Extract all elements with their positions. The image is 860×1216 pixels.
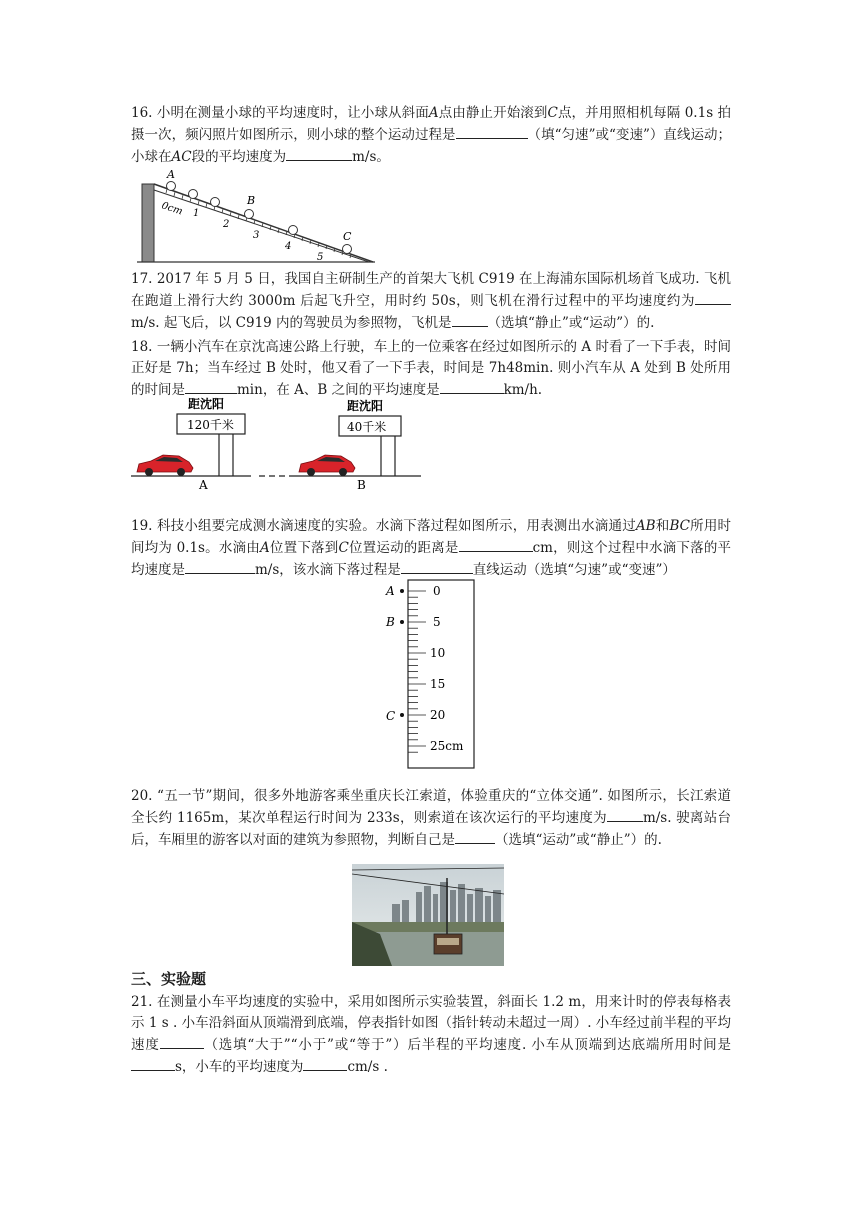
q20-text-3: （选填“运动”或“静止”）的. <box>495 832 662 848</box>
q17-text-1: 17. 2017 年 5 月 5 日，我国自主研制生产的首架大飞机 C919 在上海浦东国际机场首飞成功. 飞机在跑道上滑行大约 3000m 后起飞升空，用时约 50s，则飞机在滑行过程中的平均速度约为 <box>131 271 731 309</box>
incline-tick-4: 4 <box>285 241 292 252</box>
incline-label-a: A <box>167 170 175 181</box>
section-title: 三、实验题 <box>131 970 207 988</box>
incline-figure <box>137 170 377 265</box>
ruler-label-15: 15 <box>430 677 446 691</box>
ruler-label-5: 5 <box>433 615 441 629</box>
drop-label-b: B <box>386 615 395 629</box>
incline-scale-edge <box>154 190 369 262</box>
ball-4 <box>245 210 254 219</box>
q16-text-4: （填“匀速”或“变速”）直线运动；小球在 <box>131 127 732 165</box>
q20-blank-1[interactable] <box>607 807 643 822</box>
q21-blank-3[interactable] <box>303 1056 347 1071</box>
q16-text-5: 段的平均速度为 <box>191 149 287 165</box>
drop-a <box>400 589 404 593</box>
incline-tick-5: 5 <box>317 252 324 263</box>
ruler-label-25: 25cm <box>430 739 464 753</box>
q19-text-5: 位置运动的距离是 <box>348 540 459 556</box>
q16-point-c: C <box>547 105 558 121</box>
incline-slope <box>154 184 373 262</box>
q19-segment-ab: AB <box>635 518 656 534</box>
drop-label-c: C <box>386 709 396 723</box>
q21-text-3: s，小车的平均速度为 <box>175 1059 304 1075</box>
ball-3 <box>211 198 220 207</box>
ball-5 <box>289 226 298 235</box>
q16-blank-2[interactable] <box>286 146 352 161</box>
q16-text-2: 点由静止开始滚到 <box>438 105 548 121</box>
ruler-label-20: 20 <box>430 708 446 722</box>
q19-text-3: 所用时间均为 0.1s。水滴由 <box>131 518 732 556</box>
q17-blank-2[interactable] <box>452 312 488 327</box>
drop-label-a: A <box>386 584 395 598</box>
incline-tick-2: 2 <box>223 219 230 230</box>
q16-segment-ac: AC <box>171 149 192 165</box>
car-b <box>299 455 355 476</box>
point-b-label: B <box>357 478 366 490</box>
question-16 <box>131 103 731 168</box>
q16-text-3: 点，并用照相机每隔 0.1s 拍摄一次，频闪照片如图所示，则小球的整个运动过程是 <box>131 105 732 143</box>
q17-text-3: （选填“静止”或“运动”）的. <box>487 315 655 331</box>
ball-1 <box>167 182 176 191</box>
q21-text-1: 21. 在测量小车平均速度的实验中，采用如图所示实验装置，斜面长 1.2 m，用来计时的停表每格表示 1 s . 小车沿斜面从顶端滑到底端，停表指针如图（指针转动未超过一周）. 小车经过前半程的平均速度 <box>131 994 731 1053</box>
incline-label-b: B <box>247 194 256 207</box>
question-19 <box>131 516 731 581</box>
q19-point-c: C <box>338 540 349 556</box>
q19-blank-3[interactable] <box>401 559 473 574</box>
q19-blank-2[interactable] <box>185 559 255 574</box>
sign-b-title: 距沈阳 <box>347 399 384 413</box>
q19-blank-1[interactable] <box>459 537 533 552</box>
point-a-label: A <box>199 478 208 490</box>
ruler-figure <box>380 578 480 772</box>
q16-text-1: 小明在测量小球的平均速度时，让小球从斜面 <box>156 105 429 121</box>
incline-tick-0: 0cm <box>160 200 184 218</box>
q19-text-1: 19. 科技小组要完成测水滴速度的实验。水滴下落过程如图所示，用表测出水滴通过 <box>131 518 636 534</box>
q18-text-2: min，在 A、B 之间的平均速度是 <box>237 382 440 398</box>
cable-car-cabin <box>434 934 462 954</box>
q19-text-7: m/s，该水滴下落过程是 <box>255 562 401 578</box>
sign-a-distance: 120千米 <box>187 418 234 432</box>
q21-blank-2[interactable] <box>131 1056 175 1071</box>
question-18 <box>131 337 731 401</box>
q17-text-2: m/s. 起飞后，以 C919 内的驾驶员为参照物，飞机是 <box>131 315 452 331</box>
ball-2 <box>189 190 198 199</box>
q16-point-a: A <box>428 105 439 121</box>
q19-text-4: 位置下落到 <box>269 540 339 556</box>
q21-text-2: （选填“大于”“小于”或“等于”）后半程的平均速度. 小车从顶端到达底端所用时间是 <box>203 1037 731 1053</box>
highway-figure <box>131 394 421 490</box>
q19-point-a: A <box>259 540 270 556</box>
q20-blank-2[interactable] <box>455 829 495 844</box>
q21-text-4: cm/s . <box>347 1059 388 1075</box>
ruler-label-10: 10 <box>430 646 446 660</box>
q19-segment-bc: BC <box>669 518 690 534</box>
q19-text-6: cm，则这个过程中水滴下落的平均速度是 <box>131 540 732 578</box>
drop-c <box>400 713 404 717</box>
q16-blank-1[interactable] <box>456 124 528 139</box>
incline-tick-1: 1 <box>193 208 200 219</box>
q17-blank-1[interactable] <box>695 290 731 305</box>
q18-blank-1[interactable] <box>185 379 237 394</box>
q16-number: 16. <box>131 105 153 121</box>
q18-blank-2[interactable] <box>440 379 504 394</box>
incline-wall <box>142 184 154 262</box>
q21-blank-1[interactable] <box>160 1034 204 1049</box>
incline-tick-3: 3 <box>253 230 260 241</box>
incline-scale-ticks <box>166 189 351 258</box>
q19-text-8: 直线运动（选填“匀速”或“变速”） <box>472 562 676 578</box>
cable-car-photo <box>352 864 504 966</box>
question-20 <box>131 786 731 851</box>
drop-b <box>400 620 404 624</box>
q20-text-1: 20. “五一节”期间，很多外地游客乘坐重庆长江索道，体验重庆的“立体交通”. 如图所示，长江索道全长约 1165m，某次单程运行时间为 233s，则索道在该次运行的平均速度为 <box>131 788 731 826</box>
sign-a-title: 距沈阳 <box>188 397 225 411</box>
q18-text-1: 18. 一辆小汽车在京沈高速公路上行驶，车上的一位乘客在经过如图所示的 A 时看了一下手表，时间正好是 7h；当车经过 B 处时，他又看了一下手表，时间是 7h48min. 则小汽车从 A 处到 B 处所用的时间是 <box>131 339 731 398</box>
q19-text-2: 和 <box>655 518 670 534</box>
q18-text-3: km/h. <box>503 382 543 398</box>
sign-b-distance: 40千米 <box>347 420 387 434</box>
question-17 <box>131 269 731 334</box>
ball-6 <box>343 245 352 254</box>
incline-label-c: C <box>343 230 352 243</box>
q16-text-6: m/s。 <box>352 149 390 165</box>
car-a <box>137 455 193 476</box>
ruler-label-0: 0 <box>433 584 441 598</box>
q20-text-2: m/s. 驶离站台后，车厢里的游客以对面的建筑为参照物，判断自己是 <box>131 810 731 848</box>
question-21 <box>131 992 731 1078</box>
